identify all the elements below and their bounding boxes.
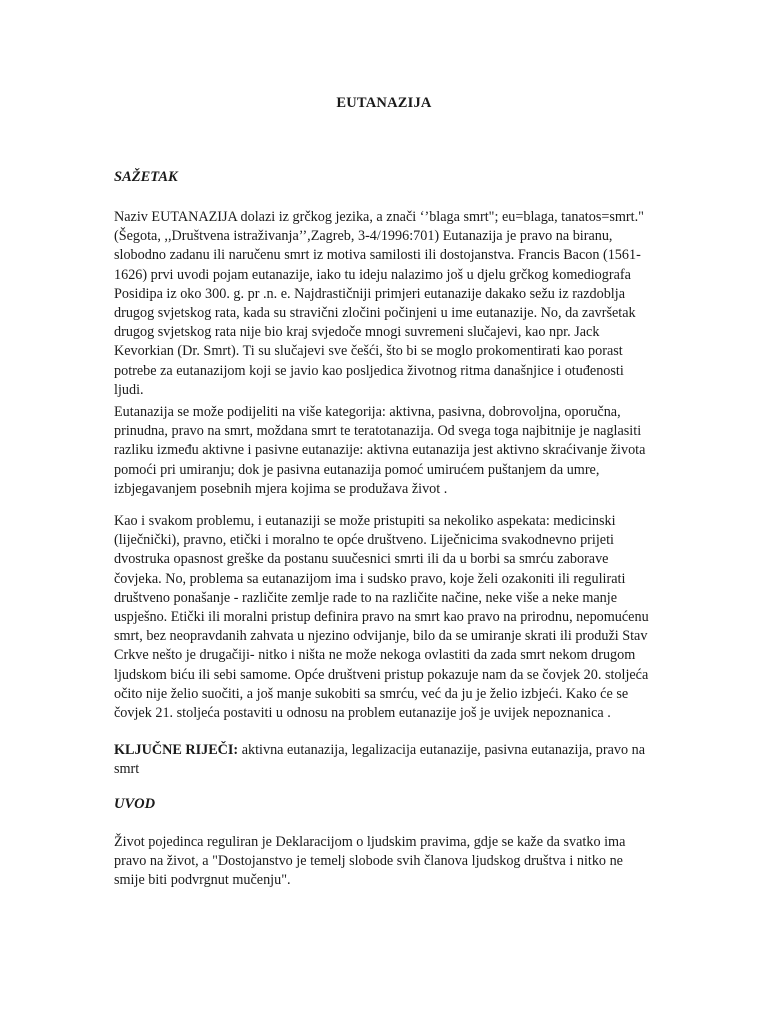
- keywords-text: aktivna eutanazija, legalizacija eutanazije, pasivna eutanazija, pravo na smrt: [114, 742, 646, 778]
- summary-paragraph-3: Kao i svakom problemu, i eutanaziji se može pristupiti sa nekoliko aspekata: medicinski (liječnički), pravno, etički i moralno te opće društveno. Liječnicima svakodnevno prijeti dvostruka opasnost greške da postanu suučesnici smrti ili da u borbi sa smrću zaborave čovjeka. No, problema sa eutanazijom ima i sudsko pravo, koje želi ozakoniti ili regulirati društveno ponašanje - različite zemlje rade to na različite načine, neke više a neke manje uspješno. Etički ili moralni pristup definira pravo na smrt kao pravo na prirodnu, nepomućenu smrt, bez neopravdanih zahvata u njezino odvijanje, bilo da se umiranje skrati ili produži Stav Crkve nešto je drugačiji- nitko i ništa ne može nekoga ovlastiti da zada smrt nekom drugom ljudskom biću ili sebi samome. Opće društveni pristup pokazuje nam da se čovjek 20. stoljeća očito nije želio suočiti, a još manje sukobiti sa smrću, već da ju je želio izbjeći. Kako će se čovjek 21. stoljeća postaviti u odnosu na problem eutanazije još je uvijek nepoznanica .: [114, 513, 649, 722]
- document-title: EUTANAZIJA: [336, 95, 432, 111]
- keywords-label: KLJUČNE RIJEČI:: [114, 742, 239, 758]
- intro-paragraph: Život pojedinca reguliran je Deklaracijom o ljudskim pravima, gdje se kaže da svatko ima pravo na život, a "Dostojanstvo je temelj slobode svih članova ljudskog društva i nitko ne smije biti podvrgnut mučenju".: [114, 834, 626, 889]
- summary-paragraph-1: Naziv EUTANAZIJA dolazi iz grčkog jezika, a znači ‘’blaga smrt"; eu=blaga, tanatos=smrt." (Šegota, ,,Društvena istraživanja’’,Zagreb, 3-4/1996:701) Eutanazija je pravo na biranu, slobodno zadanu ili naručenu smrt iz motiva samilosti ili dostojanstva. Francis Bacon (1561-1626) prvi uvodi pojam eutanazije, iako tu ideju nalazimo još u djelu grčkog komediografa Posidipa iz oko 300. g. pr .n. e. Najdrastičniji primjeri eutanazije dakako sežu iz razdoblja drugog svjetskog rata, kada su stravični zločini počinjeni u ime eutanazije. No, da završetak drugog svjetskog rata nije bio kraj svjedoče mnogi suvremeni slučajevi, kao npr. Jack Kevorkian (Dr. Smrt). Ti su slučajevi sve češći, što bi se moglo prokomentirati kao porast potrebe za eutanazijom koji se javio kao posljedica životnog ritma današnjice i otuđenosti ljudi.: [114, 209, 644, 398]
- keywords-paragraph: [114, 741, 654, 779]
- intro-heading: UVOD: [114, 796, 156, 812]
- summary-paragraph-2: Eutanazija se može podijeliti na više kategorija: aktivna, pasivna, dobrovoljna, oporučna, prinudna, pravo na smrt, moždana smrt te teratotanazija. Od svega toga najbitnije je naglasiti razliku između aktivne i pasivne eutanazije: aktivna eutanazija jest aktivno skraćivanje života pomoći pri umiranju; dok je pasivna eutanazija pomoć umirućem puštanjem da umre, izbjegavanjem posebnih mjera kojima se produžava život .: [114, 404, 646, 497]
- summary-heading: SAŽETAK: [114, 169, 178, 185]
